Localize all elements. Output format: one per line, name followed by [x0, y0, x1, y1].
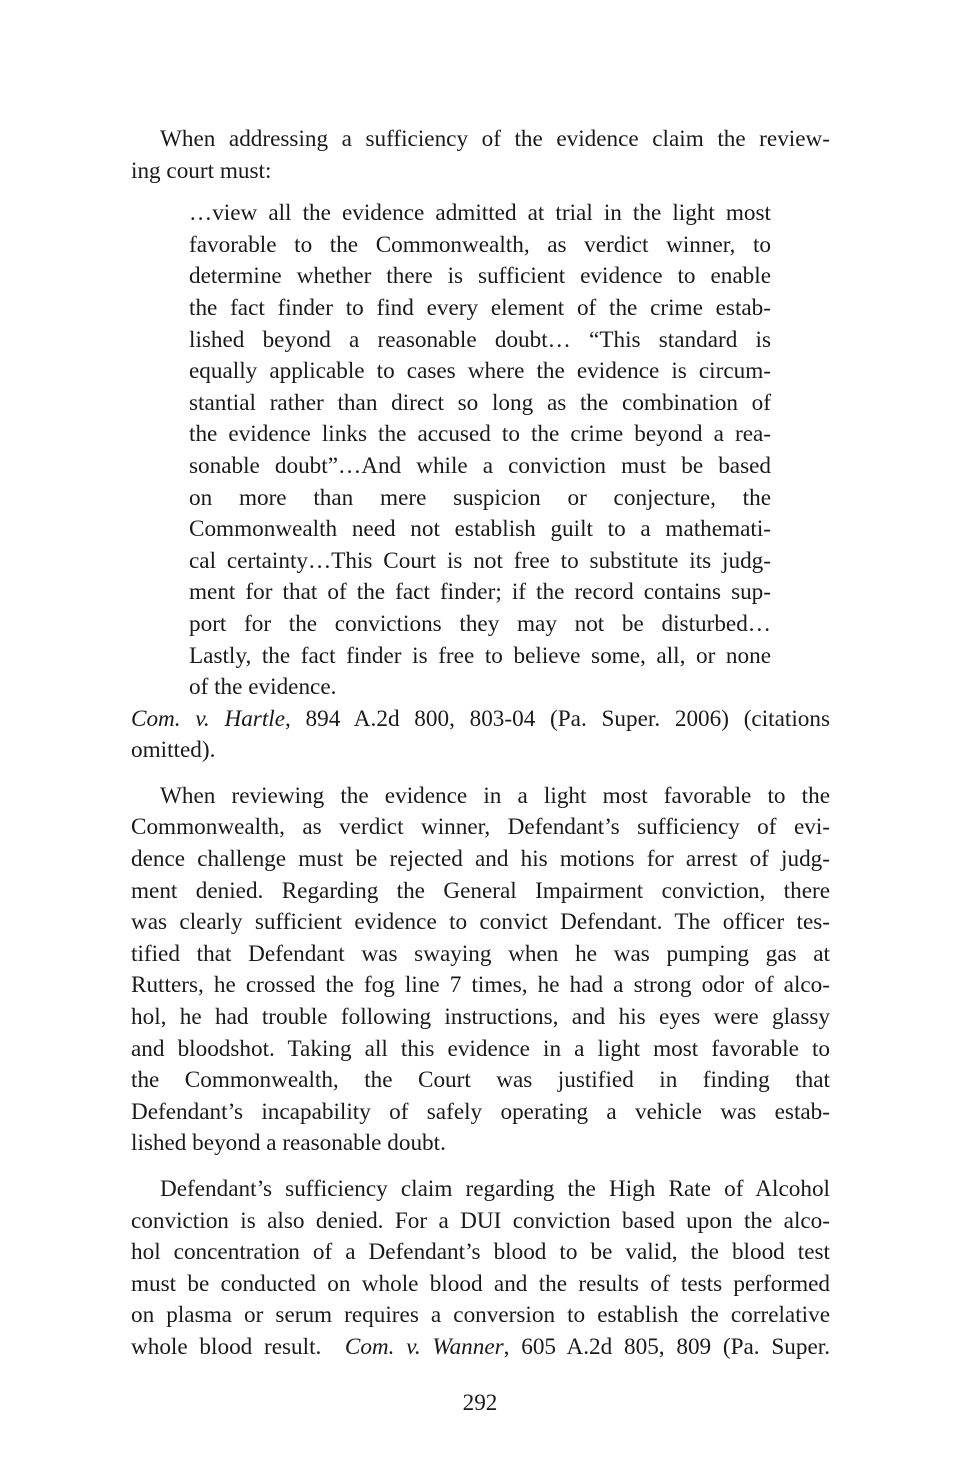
- text-line: Commonwealth, as verdict winner, Defendant’s sufficiency of evi-: [131, 814, 830, 841]
- document-page: [131, 124, 830, 1364]
- quote-line: lished beyond a reasonable doubt… “This standard is: [189, 326, 771, 353]
- text-line: When reviewing the evidence in a light most favorable to the: [160, 782, 830, 809]
- text-line: was clearly sufficient evidence to convict Defendant. The officer tes-: [131, 909, 830, 936]
- text-line: tified that Defendant was swaying when he was pumping gas at: [131, 940, 830, 967]
- case-name: Com. v. Hartle: [131, 705, 286, 732]
- intro-paragraph: [131, 124, 830, 187]
- quote-line: Lastly, the fact finder is free to believe some, all, or none: [189, 642, 771, 669]
- quote-line: determine whether there is sufficient evidence to enable: [189, 263, 771, 290]
- text-line: conviction is also denied. For a DUI conviction based upon the alco-: [131, 1207, 830, 1234]
- text-line: the Commonwealth, the Court was justified in finding that: [131, 1067, 830, 1094]
- citation-text: , 894 A.2d 800, 803-04 (Pa. Super. 2006) (citations: [285, 705, 831, 732]
- text-line: and bloodshot. Taking all this evidence in a light most favorable to: [131, 1035, 830, 1062]
- quote-line: favorable to the Commonwealth, as verdict winner, to: [189, 231, 771, 258]
- text-line: [131, 1332, 830, 1364]
- text-line: ing court must:: [131, 157, 272, 184]
- quote-line: cal certainty…This Court is not free to substitute its judg-: [189, 547, 771, 574]
- text-line: ment denied. Regarding the General Impairment conviction, there: [131, 877, 830, 904]
- text-line: hol concentration of a Defendant’s blood to be valid, the blood test: [131, 1239, 830, 1266]
- text-line: dence challenge must be rejected and his motions for arrest of judg-: [131, 846, 830, 873]
- quote-line: of the evidence.: [189, 674, 337, 701]
- case-name: Com. v. Wanner: [344, 1333, 504, 1360]
- text-line: must be conducted on whole blood and the results of tests performed: [131, 1270, 830, 1297]
- text-line: Defendant’s incapability of safely operating a vehicle was estab-: [131, 1098, 830, 1125]
- quote-line: the evidence links the accused to the crime beyond a rea-: [189, 421, 771, 448]
- page-number: 292: [462, 1390, 498, 1416]
- paragraph-high-rate-alcohol: [131, 1174, 830, 1364]
- text-segment: whole blood result.: [131, 1333, 345, 1360]
- text-line: on plasma or serum requires a conversion to establish the correlative: [131, 1302, 830, 1329]
- quote-line: stantial rather than direct so long as the combination of: [189, 389, 771, 416]
- text-line: hol, he had trouble following instructions, and his eyes were glassy: [131, 1004, 830, 1031]
- quote-line: Commonwealth need not establish guilt to a mathemati-: [189, 516, 771, 543]
- quote-line: ment for that of the fact finder; if the record contains sup-: [189, 579, 771, 606]
- quote-line: port for the convictions they may not be disturbed…: [189, 610, 771, 637]
- quote-line: …view all the evidence admitted at trial in the light most: [189, 200, 771, 227]
- text-line: When addressing a sufficiency of the evidence claim the review-: [160, 126, 830, 152]
- quote-line: equally applicable to cases where the evidence is circum-: [189, 358, 771, 385]
- text-line: Defendant’s sufficiency claim regarding the High Rate of Alcohol: [160, 1176, 830, 1202]
- text-line: Rutters, he crossed the fog line 7 times, he had a strong odor of alco-: [131, 972, 830, 999]
- text-line: lished beyond a reasonable doubt.: [131, 1130, 446, 1157]
- quote-line: the fact finder to find every element of the crime estab-: [189, 294, 771, 321]
- quote-line: on more than mere suspicion or conjecture, the: [189, 484, 771, 511]
- citation-hartle: [131, 704, 830, 767]
- block-quote: [189, 198, 771, 704]
- quote-line: sonable doubt”…And while a conviction must be based: [189, 452, 771, 479]
- citation-text: omitted).: [131, 737, 216, 764]
- paragraph-general-impairment: [131, 781, 830, 1160]
- text-segment: , 605 A.2d 805, 809 (Pa. Super.: [503, 1333, 830, 1360]
